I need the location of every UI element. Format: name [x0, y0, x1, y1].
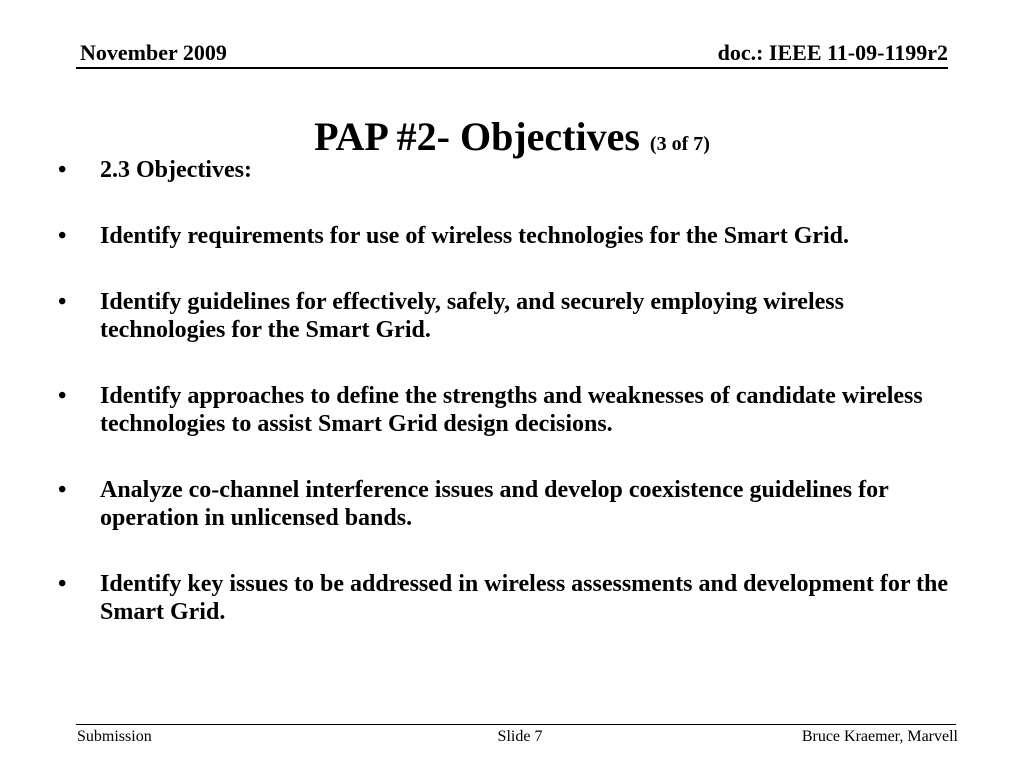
footer-submission: Submission [77, 728, 152, 745]
bullet-item [58, 288, 958, 344]
slide-title-main: PAP #2- Objectives [314, 114, 640, 159]
footer-author: Bruce Kraemer, Marvell [801, 728, 958, 745]
bullet-list [58, 156, 958, 664]
bullet-icon: • [58, 223, 67, 249]
bullet-item [58, 222, 958, 250]
bullet-text: Identify requirements for use of wireless technologies for the Smart Grid. [100, 223, 850, 249]
bullet-icon: • [58, 571, 67, 597]
bullet-text: Identify guidelines for effectively, safely, and securely employing wireless technologies for the Smart Grid. [100, 289, 844, 343]
bullet-icon: • [58, 383, 67, 409]
bullet-text: 2.3 Objectives: [100, 157, 252, 183]
bullet-icon: • [58, 157, 67, 183]
bullet-item [58, 382, 958, 438]
header-doc-id: doc.: IEEE 11-09-1199r2 [717, 40, 948, 65]
slide-title-sub: (3 of 7) [649, 133, 710, 155]
bullet-item [58, 156, 958, 184]
footer-slide-number: Slide 7 [497, 728, 543, 745]
header-date: November 2009 [80, 40, 227, 65]
bullet-text: Identify approaches to define the strengths and weaknesses of candidate wireless technologies to assist Smart Grid design decisions. [100, 383, 923, 437]
bullet-icon: • [58, 289, 67, 315]
bullet-item [58, 570, 958, 626]
bullet-icon: • [58, 477, 67, 503]
bullet-item [58, 476, 958, 532]
bullet-text: Analyze co-channel interference issues and develop coexistence guidelines for operation in unlicensed bands. [100, 477, 889, 531]
footer-divider [76, 724, 956, 725]
header-divider [76, 67, 948, 69]
bullet-text: Identify key issues to be addressed in wireless assessments and development for the Smart Grid. [100, 571, 949, 625]
